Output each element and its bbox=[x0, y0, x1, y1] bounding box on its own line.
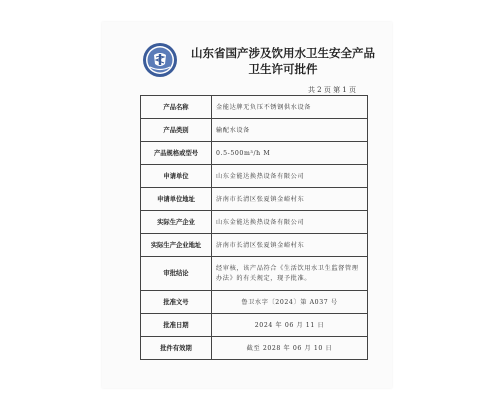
document-title bbox=[188, 45, 378, 77]
row-value: 鲁卫水字〔2024〕第 A037 号 bbox=[212, 291, 368, 314]
table-row bbox=[141, 142, 368, 165]
row-label: 产品规格或型号 bbox=[141, 142, 212, 165]
table-row bbox=[141, 119, 368, 142]
row-value: 经审核，该产品符合《生活饮用水卫生监督管理办法》的有关规定，现予批准。 bbox=[212, 257, 368, 291]
health-emblem-icon bbox=[142, 42, 178, 78]
row-label: 产品类别 bbox=[141, 119, 212, 142]
row-value: 2024 年 06 月 11 日 bbox=[212, 314, 368, 337]
row-value: 济南市长清区张夏镇金峪村东 bbox=[212, 188, 368, 211]
table-row bbox=[141, 165, 368, 188]
row-label: 申请单位 bbox=[141, 165, 212, 188]
row-label: 审批结论 bbox=[141, 257, 212, 291]
row-value: 0.5-500m³/h M bbox=[212, 142, 368, 165]
row-label: 实际生产企业地址 bbox=[141, 234, 212, 257]
table-row bbox=[141, 337, 368, 360]
row-label: 批准日期 bbox=[141, 314, 212, 337]
row-label: 产品名称 bbox=[141, 96, 212, 119]
table-row bbox=[141, 314, 368, 337]
table-row bbox=[141, 234, 368, 257]
table-row bbox=[141, 211, 368, 234]
row-value: 济南市长清区张夏镇金峪村东 bbox=[212, 234, 368, 257]
row-value: 输配水设备 bbox=[212, 119, 368, 142]
table-row bbox=[141, 291, 368, 314]
permit-table bbox=[140, 95, 368, 360]
page-indicator: 共 2 页 第 1 页 bbox=[307, 86, 356, 94]
row-label: 实际生产企业 bbox=[141, 211, 212, 234]
table-row bbox=[141, 188, 368, 211]
row-label: 申请单位地址 bbox=[141, 188, 212, 211]
row-value: 截至 2028 年 06 月 10 日 bbox=[212, 337, 368, 360]
row-value: 金能达牌无负压不锈钢供水设备 bbox=[212, 96, 368, 119]
row-label: 批件有效期 bbox=[141, 337, 212, 360]
row-value: 山东金能达换热设备有限公司 bbox=[212, 211, 368, 234]
table-row bbox=[141, 257, 368, 291]
table-row bbox=[141, 96, 368, 119]
row-label: 批准文号 bbox=[141, 291, 212, 314]
title-line-1: 山东省国产涉及饮用水卫生安全产品 bbox=[191, 46, 375, 60]
row-value: 山东金能达换热设备有限公司 bbox=[212, 165, 368, 188]
permit-document bbox=[102, 22, 392, 388]
title-line-2: 卫生许可批件 bbox=[248, 62, 318, 76]
